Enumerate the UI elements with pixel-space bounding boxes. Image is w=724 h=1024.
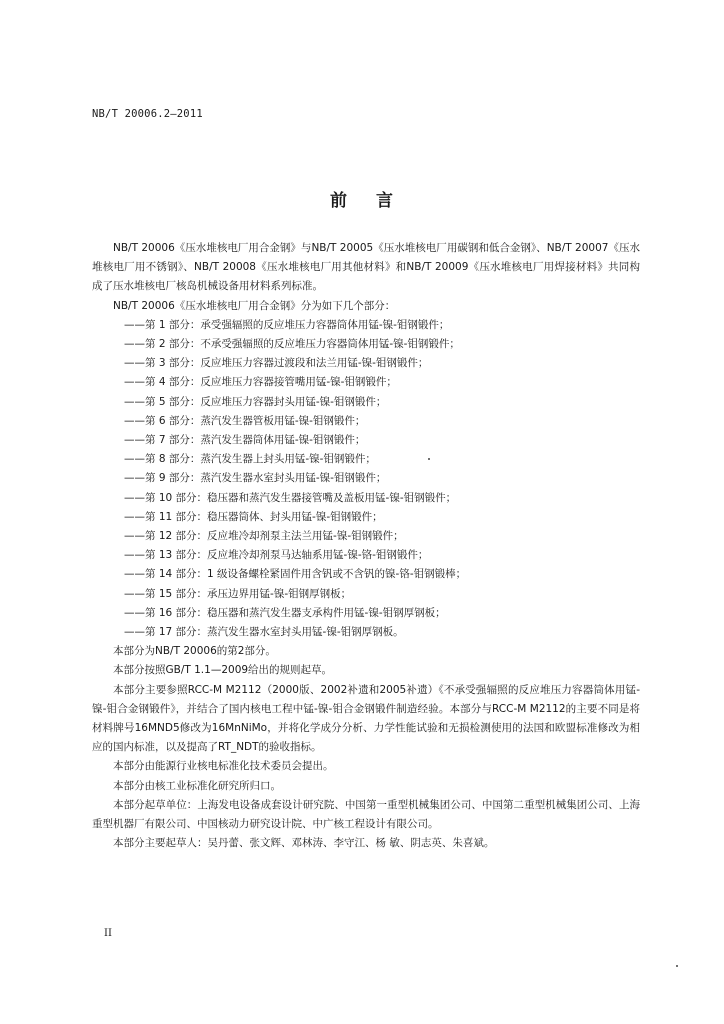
list-item: ——第 4 部分：反应堆压力容器接管嘴用锰-镍-钼钢锻件； <box>124 376 397 389</box>
parts-intro: NB/T 20006《压水堆核电厂用合金钢》分为如下几个部分： <box>113 299 396 312</box>
list-item: ——第 17 部分：蒸汽发生器水室封头用锰-镍-钼钢厚钢板。 <box>124 626 404 639</box>
list-item: ——第 16 部分：稳压器和蒸汽发生器支承构件用锰-镍-钼钢厚钢板； <box>124 606 446 619</box>
preface-title-char-2: 言 <box>376 191 394 211</box>
list-item: ——第 7 部分：蒸汽发生器筒体用锰-镍-钼钢锻件； <box>124 434 366 447</box>
standard-code: NB/T 20006.2—2011 <box>92 108 203 120</box>
list-item: ——第 14 部分：1 级设备螺栓紧固件用含钒或不含钒的镍-铬-钼钢锻棒； <box>124 568 467 581</box>
list-item: ——第 1 部分：承受强辐照的反应堆压力容器筒体用锰-镍-钼钢锻件； <box>124 318 450 331</box>
preface-title <box>0 186 724 211</box>
preface-body <box>92 239 640 854</box>
page-number: II <box>104 928 112 939</box>
list-item: ——第 8 部分：蒸汽发生器上封头用锰-镍-钼钢锻件； <box>124 453 376 466</box>
preface-title-char-1: 前 <box>330 191 348 211</box>
list-item: ——第 9 部分：蒸汽发生器水室封头用锰-镍-钼钢锻件； <box>124 472 387 485</box>
scan-speck <box>428 458 430 460</box>
proposed-by-statement: 本部分由能源行业核电标准化技术委员会提出。 <box>113 760 334 773</box>
scan-speck <box>676 965 678 967</box>
this-part-statement: 本部分为NB/T 20006的第2部分。 <box>113 645 276 658</box>
drafting-rules-statement: 本部分按照GB/T 1.1—2009给出的规则起草。 <box>113 664 333 677</box>
list-item: ——第 15 部分：承压边界用锰-镍-钼钢厚钢板； <box>124 587 352 600</box>
list-item: ——第 5 部分：反应堆压力容器封头用锰-镍-钼钢锻件； <box>124 395 387 408</box>
drafting-units-paragraph: 本部分起草单位：上海发电设备成套设计研究院、中国第一重型机械集团公司、中国第二重型机械集团公司、上海重型机器厂有限公司、中国核动力研究设计院、中广核工程设计有限公司。 <box>92 798 640 831</box>
list-item: ——第 2 部分：不承受强辐照的反应堆压力容器筒体用锰-镍-钼钢锻件； <box>124 338 460 351</box>
parts-list <box>92 316 640 642</box>
list-item: ——第 11 部分：稳压器筒体、封头用锰-镍-钼钢锻件； <box>124 510 383 523</box>
list-item: ——第 13 部分：反应堆冷却剂泵马达轴系用锰-镍-铬-钼钢锻件； <box>124 549 429 562</box>
list-item: ——第 10 部分：稳压器和蒸汽发生器接管嘴及盖板用锰-镍-钼钢锻件； <box>124 491 457 504</box>
intro-paragraph: NB/T 20006《压水堆核电厂用合金钢》与NB/T 20005《压水堆核电厂用碳钢和低合金钢》、NB/T 20007《压水堆核电厂用不锈钢》、NB/T 20008《压水堆核电厂用其他材料》和NB/T 20009《压水堆核电厂用焊接材料》共同构成了压水堆核电厂核岛机械设备用材料系列标准。 <box>92 242 640 293</box>
list-item: ——第 3 部分：反应堆压力容器过渡段和法兰用锰-镍-钼钢锻件； <box>124 357 429 370</box>
list-item: ——第 6 部分：蒸汽发生器管板用锰-镍-钼钢锻件； <box>124 414 366 427</box>
list-item: ——第 12 部分：反应堆冷却剂泵主法兰用锰-镍-钼钢锻件； <box>124 530 404 543</box>
drafters-statement: 本部分主要起草人：吴丹蕾、张文辉、邓林涛、李守江、杨 敏、阴志英、朱喜斌。 <box>113 837 495 850</box>
administered-by-statement: 本部分由核工业标准化研究所归口。 <box>113 779 281 792</box>
reference-paragraph: 本部分主要参照RCC-M M2112（2000版、2002补遗和2005补遗）《不承受强辐照的反应堆压力容器筒体用锰-镍-钼合金钢锻件》，并结合了国内核电工程中锰-镍-钼合金钢锻件制造经验。本部分与RCC-M M2112的主要不同是将材料牌号16MND5修改为16MnNiMo，并将化学成分分析、力学性能试验和无损检测使用的法国和欧盟标准修改为相应的国内标准，以及提高了RT_NDT的验收指标。 <box>92 683 640 754</box>
